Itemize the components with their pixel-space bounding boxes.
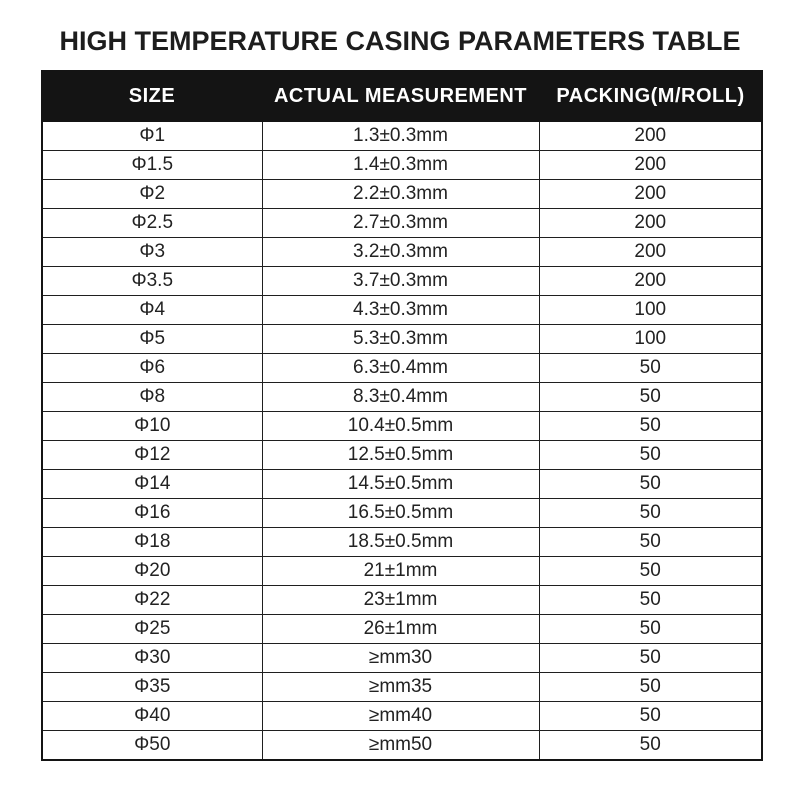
table-row [42, 673, 762, 702]
table-row [42, 354, 762, 383]
table-row [42, 441, 762, 470]
parameters-table [41, 70, 763, 761]
measurement-cell: ≥mm40 [262, 702, 539, 731]
packing-cell: 200 [539, 238, 762, 267]
size-cell: Φ1 [42, 121, 262, 151]
measurement-cell: 3.2±0.3mm [262, 238, 539, 267]
size-cell: Φ22 [42, 586, 262, 615]
measurement-cell: ≥mm50 [262, 731, 539, 761]
table-row [42, 702, 762, 731]
packing-cell: 50 [539, 499, 762, 528]
measurement-cell: 6.3±0.4mm [262, 354, 539, 383]
size-cell: Φ40 [42, 702, 262, 731]
table-row [42, 383, 762, 412]
packing-cell: 50 [539, 470, 762, 499]
packing-cell: 50 [539, 673, 762, 702]
table-header [42, 71, 762, 121]
table-row [42, 267, 762, 296]
column-header-size: SIZE [42, 71, 262, 121]
measurement-cell: 5.3±0.3mm [262, 325, 539, 354]
packing-cell: 200 [539, 121, 762, 151]
table-row [42, 731, 762, 761]
measurement-cell: 12.5±0.5mm [262, 441, 539, 470]
size-cell: Φ10 [42, 412, 262, 441]
column-header-actual-measurement: ACTUAL MEASUREMENT [262, 71, 539, 121]
packing-cell: 50 [539, 731, 762, 761]
packing-cell: 50 [539, 383, 762, 412]
size-cell: Φ3 [42, 238, 262, 267]
table-row [42, 238, 762, 267]
size-cell: Φ1.5 [42, 151, 262, 180]
table-body [42, 121, 762, 760]
packing-cell: 50 [539, 528, 762, 557]
size-cell: Φ12 [42, 441, 262, 470]
packing-cell: 50 [539, 354, 762, 383]
packing-cell: 100 [539, 296, 762, 325]
packing-cell: 50 [539, 557, 762, 586]
table-row [42, 180, 762, 209]
table-row [42, 296, 762, 325]
packing-cell: 50 [539, 644, 762, 673]
packing-cell: 200 [539, 209, 762, 238]
size-cell: Φ5 [42, 325, 262, 354]
measurement-cell: 21±1mm [262, 557, 539, 586]
table-header-row [42, 71, 762, 121]
page-title: HIGH TEMPERATURE CASING PARAMETERS TABLE [59, 26, 741, 56]
measurement-cell: 23±1mm [262, 586, 539, 615]
table-row [42, 499, 762, 528]
size-cell: Φ18 [42, 528, 262, 557]
measurement-cell: ≥mm30 [262, 644, 539, 673]
table-row [42, 528, 762, 557]
measurement-cell: 3.7±0.3mm [262, 267, 539, 296]
table-row [42, 209, 762, 238]
packing-cell: 50 [539, 615, 762, 644]
table-row [42, 557, 762, 586]
table-row [42, 615, 762, 644]
packing-cell: 50 [539, 441, 762, 470]
table-row [42, 586, 762, 615]
measurement-cell: 4.3±0.3mm [262, 296, 539, 325]
measurement-cell: ≥mm35 [262, 673, 539, 702]
measurement-cell: 16.5±0.5mm [262, 499, 539, 528]
table-row [42, 151, 762, 180]
measurement-cell: 8.3±0.4mm [262, 383, 539, 412]
table-row [42, 412, 762, 441]
packing-cell: 50 [539, 586, 762, 615]
measurement-cell: 2.7±0.3mm [262, 209, 539, 238]
size-cell: Φ4 [42, 296, 262, 325]
measurement-cell: 1.4±0.3mm [262, 151, 539, 180]
size-cell: Φ2 [42, 180, 262, 209]
measurement-cell: 1.3±0.3mm [262, 121, 539, 151]
table-row [42, 325, 762, 354]
packing-cell: 50 [539, 702, 762, 731]
measurement-cell: 14.5±0.5mm [262, 470, 539, 499]
packing-cell: 100 [539, 325, 762, 354]
size-cell: Φ50 [42, 731, 262, 761]
size-cell: Φ16 [42, 499, 262, 528]
size-cell: Φ20 [42, 557, 262, 586]
measurement-cell: 26±1mm [262, 615, 539, 644]
size-cell: Φ30 [42, 644, 262, 673]
measurement-cell: 18.5±0.5mm [262, 528, 539, 557]
measurement-cell: 10.4±0.5mm [262, 412, 539, 441]
packing-cell: 50 [539, 412, 762, 441]
table-row [42, 470, 762, 499]
size-cell: Φ14 [42, 470, 262, 499]
size-cell: Φ6 [42, 354, 262, 383]
size-cell: Φ25 [42, 615, 262, 644]
measurement-cell: 2.2±0.3mm [262, 180, 539, 209]
table-row [42, 644, 762, 673]
size-cell: Φ35 [42, 673, 262, 702]
table-row [42, 121, 762, 151]
column-header-packing: PACKING(M/ROLL) [539, 71, 762, 121]
packing-cell: 200 [539, 180, 762, 209]
size-cell: Φ2.5 [42, 209, 262, 238]
packing-cell: 200 [539, 151, 762, 180]
size-cell: Φ8 [42, 383, 262, 412]
size-cell: Φ3.5 [42, 267, 262, 296]
packing-cell: 200 [539, 267, 762, 296]
